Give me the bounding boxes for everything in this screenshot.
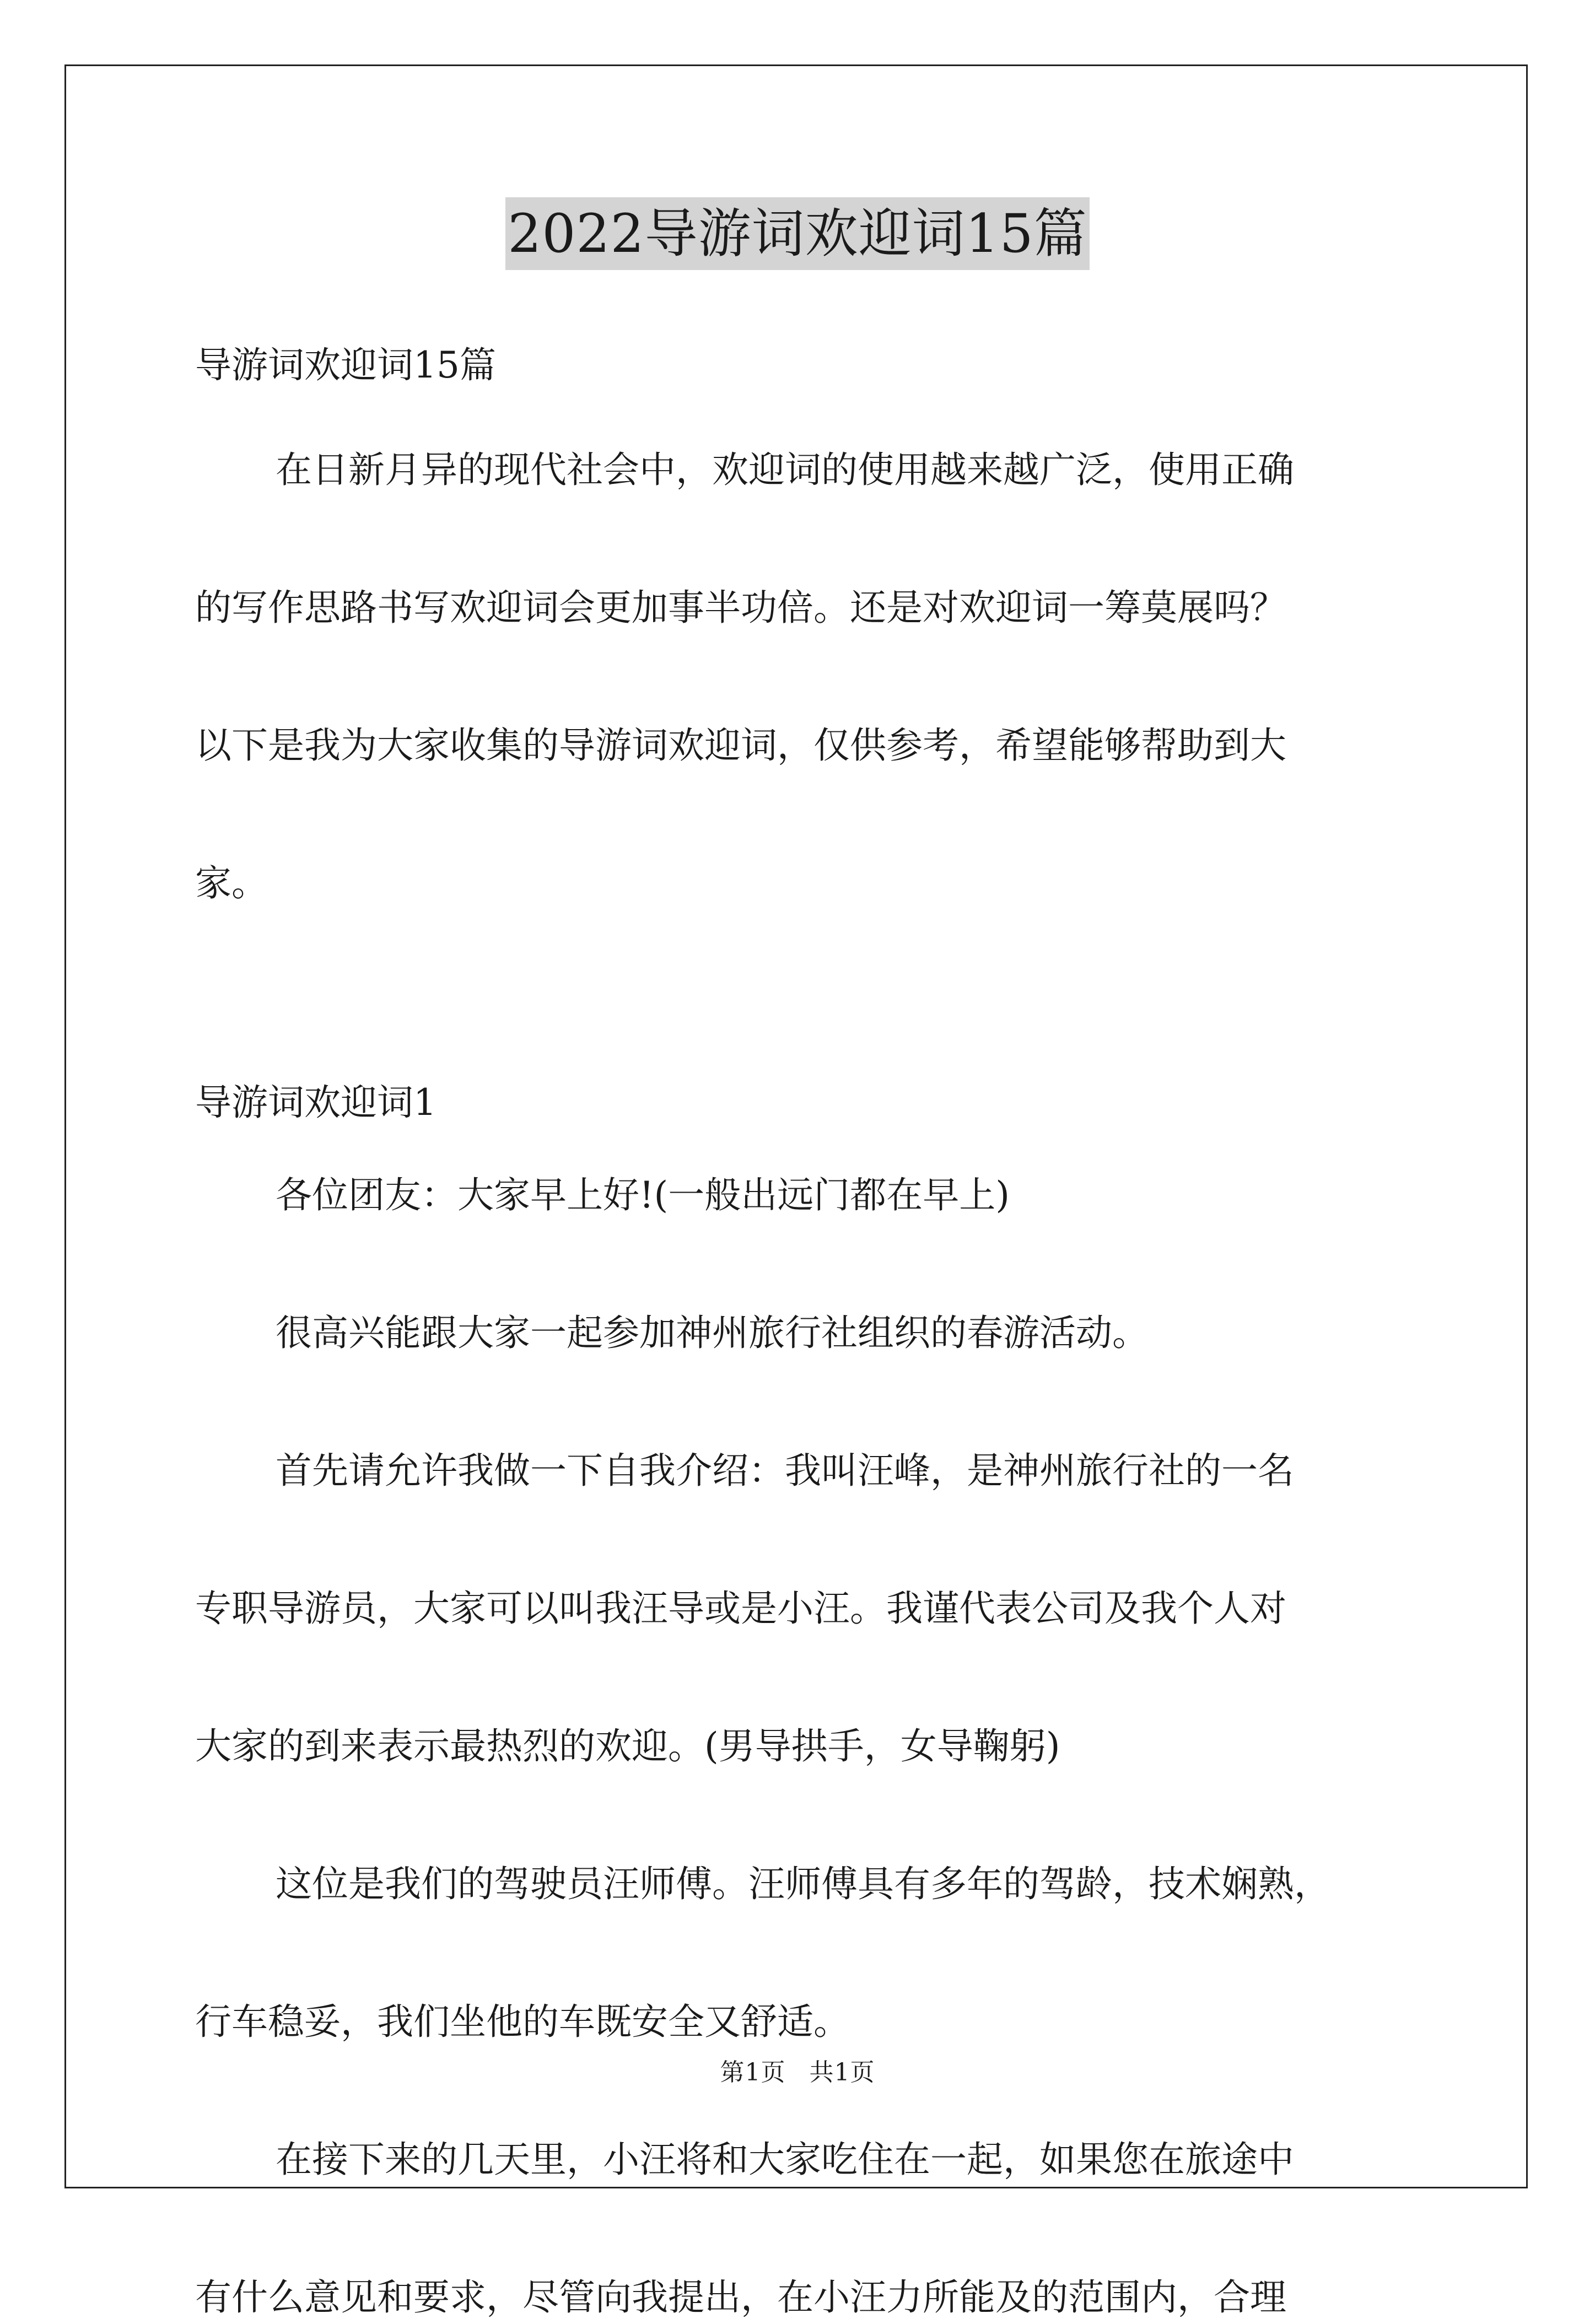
paragraph-line: 这位是我们的驾驶员汪师傅。汪师傅具有多年的驾龄，技术娴熟，	[276, 1863, 1330, 1905]
intro-line: 以下是我为大家收集的导游词欢迎词，仅供参考，希望能够帮助到大	[195, 724, 1286, 767]
page-footer	[0, 2052, 1595, 2088]
paragraph-line: 大家的到来表示最热烈的欢迎。(男导拱手，女导鞠躬)	[195, 1725, 1060, 1767]
intro-line: 的写作思路书写欢迎词会更加事半功倍。还是对欢迎词一筹莫展吗？	[195, 586, 1286, 629]
paragraph-line: 在接下来的几天里，小汪将和大家吃住在一起，如果您在旅途中	[276, 2138, 1294, 2181]
paragraph-line: 行车稳妥，我们坐他的车既安全又舒适。	[195, 2001, 850, 2043]
paragraph-line: 首先请允许我做一下自我介绍：我叫汪峰，是神州旅行社的一名	[276, 1449, 1294, 1492]
paragraph-line: 有什么意见和要求，尽管向我提出，在小汪力所能及的范围内，合理	[195, 2276, 1286, 2318]
page-number: 第1页	[720, 2058, 786, 2086]
paragraph-line: 很高兴能跟大家一起参加神州旅行社组织的春游活动。	[276, 1312, 1149, 1354]
document-subtitle: 导游词欢迎词15篇	[195, 344, 496, 386]
intro-line: 在日新月异的现代社会中，欢迎词的使用越来越广泛，使用正确	[276, 449, 1294, 491]
paragraph-line: 专职导游员，大家可以叫我汪导或是小汪。我谨代表公司及我个人对	[195, 1587, 1286, 1630]
intro-paragraph	[195, 444, 1422, 910]
intro-line: 家。	[195, 862, 268, 904]
document-title: 2022导游词欢迎词15篇	[505, 197, 1089, 270]
document-body	[195, 339, 1422, 2324]
section-heading: 导游词欢迎词1	[195, 1081, 437, 1124]
page-total: 共1页	[809, 2058, 875, 2086]
paragraph-line: 各位团友：大家早上好!(一般出远门都在早上)	[276, 1174, 1010, 1216]
title-container	[0, 197, 1595, 270]
